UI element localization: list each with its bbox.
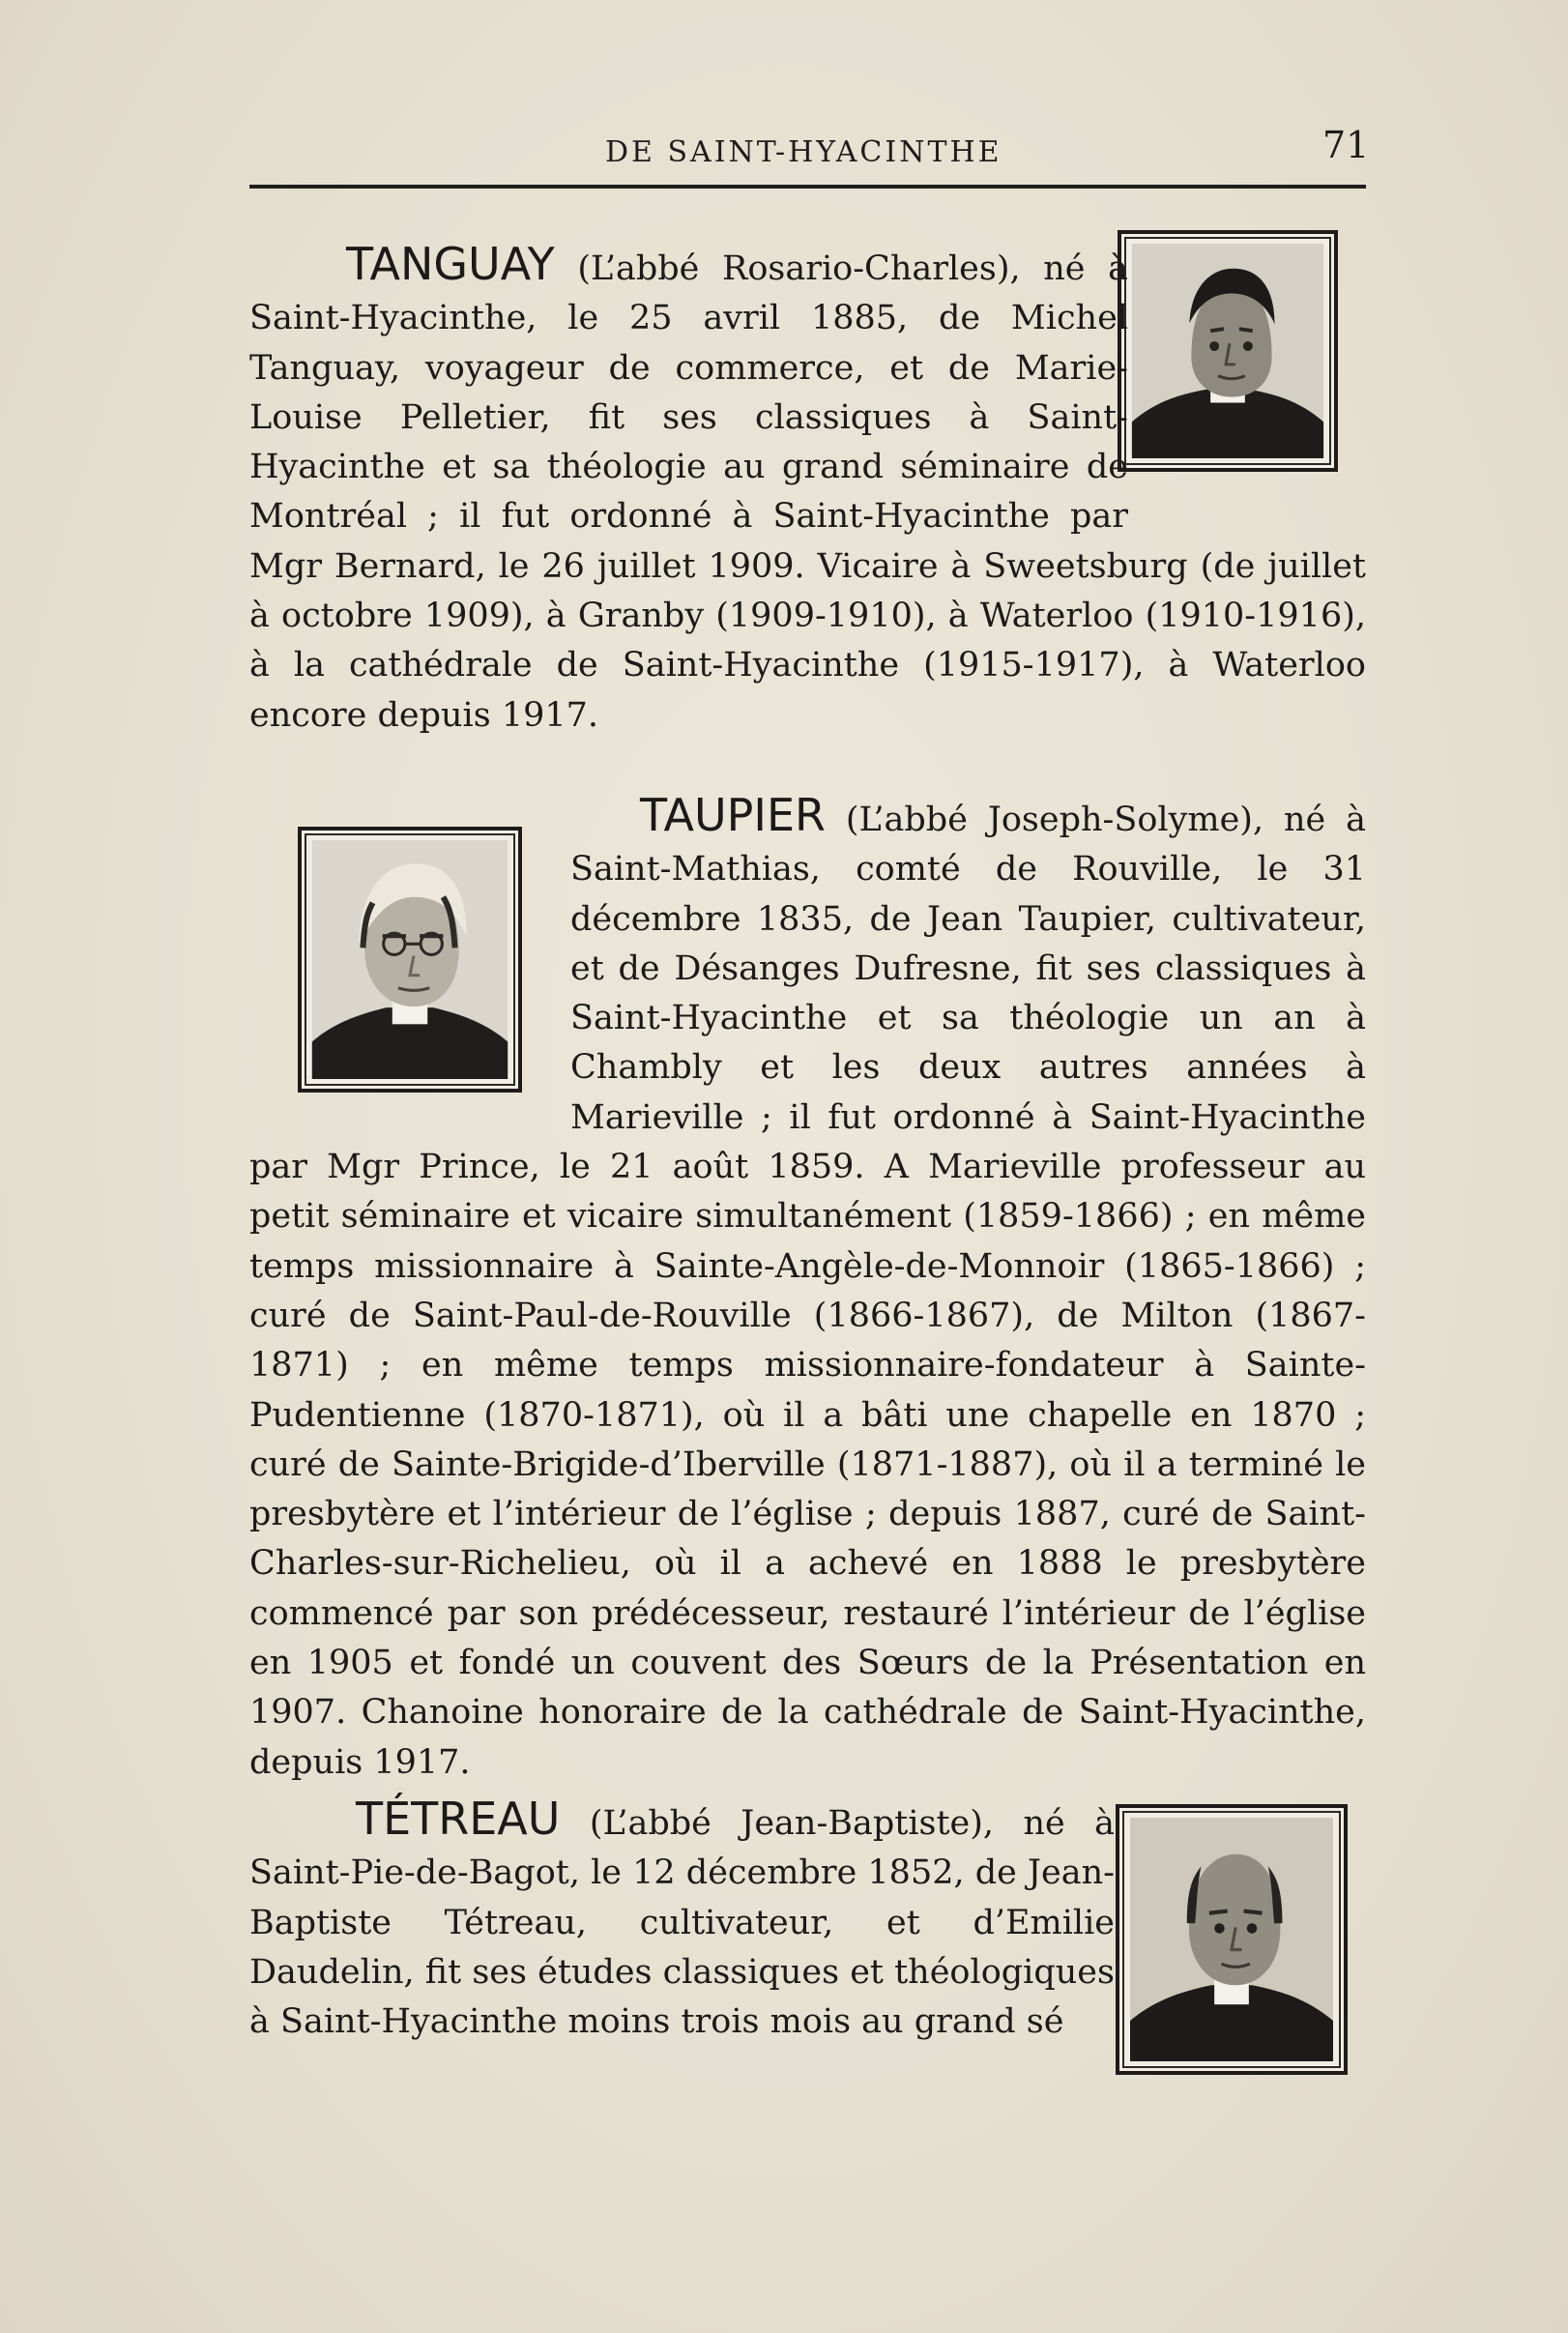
entry-tanguay [249,240,1366,741]
photo-spacer [1128,240,1366,493]
header-rule [249,185,1366,189]
entry-taupier [249,791,1366,1788]
entry-name: TÉTREAU [356,1793,561,1845]
photo-spacer [249,791,570,1129]
entry-text: (L’abbé Rosario-Charles), né à Saint-Hyacinthe, le 25 avril 1885, de Michel Tanguay, voyageur de commerce, et de Marie-Louise Pelletier, fit ses classiques à Saint-Hyacinthe et sa théologie au grand séminaire de Montréal ; il fut ordonné à Saint-Hyacinthe par Mgr Bernard, le 26 juillet 1909. Vicaire à Sweetsburg (de juillet à octobre 1909), à Granby (1909-1910), à Waterloo (1910-1916), à la cathédrale de Saint-Hyacinthe (1915-1917), à Waterloo encore depuis 1917. [249,249,1366,735]
entry-text: (L’abbé Joseph-Solyme), né à Saint-Mathias, comté de Rouville, le 31 décembre 1835, de Jean Taupier, cultivateur, et de Désanges Dufresne, fit ses classiques à Saint-Hyacinthe et sa théologie un an à Chambly et les deux autres années à Marieville ; il fut ordonné à Saint-Hyacinthe par Mgr Prince, le 21 août 1859. A Marieville professeur au petit séminaire et vicaire simultanément (1859-1866) ; en même temps missionnaire à Sainte-Angèle-de-Monnoir (1865-1866) ; curé de Saint-Paul-de-Rouville (1866-1867), de Milton (1867-1871) ; en même temps missionnaire-fondateur à Sainte-Pudentienne (1870-1871), où il a bâti une chapelle en 1870 ; curé de Sainte-Brigide-d’Iberville (1871-1887), où il a terminé le presbytère et l’intérieur de l’église ; depuis 1887, curé de Saint-Charles-sur-Richelieu, où il a achevé en 1888 le presbytère commencé par son prédécesseur, restauré l’intérieur de l’église en 1905 et fondé un couvent des Sœurs de la Présentation en 1907. Chanoine honoraire de la cathédrale de Saint-Hyacinthe, depuis 1917. [249,801,1366,1782]
entry-name: TAUPIER [640,789,826,841]
running-head: DE SAINT-HYACINTHE [605,135,1002,169]
entry-tetreau [249,1794,1366,2077]
entry-text: (L’abbé Jean-Baptiste), né à Saint-Pie-de-Bagot, le 12 décembre 1852, de Jean-Baptiste Tétreau, cultivateur, et d’Emilie Daudelin, fit ses études classiques et théologiques à Saint-Hyacinthe moins trois mois au grand sé [249,1804,1115,2042]
page-number: 71 [1322,124,1370,166]
entry-name: TANGUAY [346,238,555,290]
photo-spacer [1115,1794,1366,2077]
